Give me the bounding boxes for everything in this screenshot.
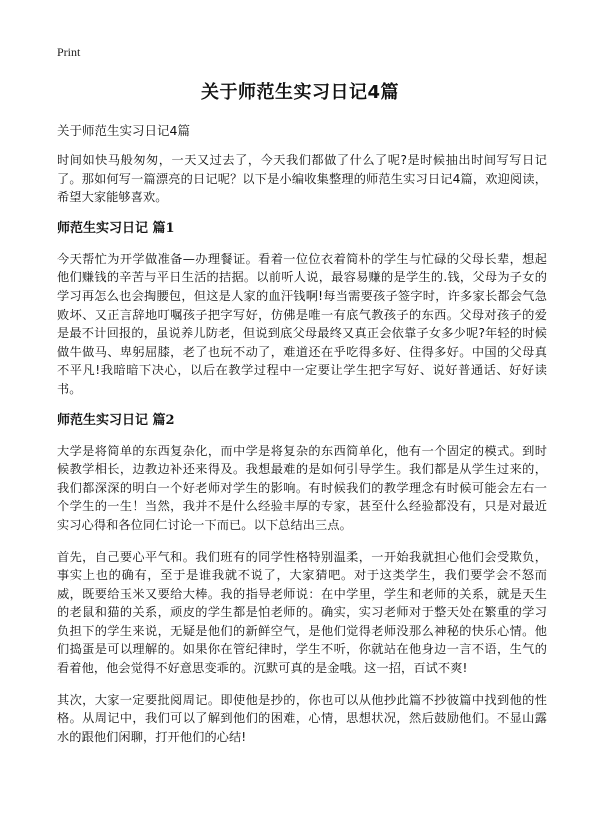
section-2-paragraph-3: 其次，大家一定要批阅周记。即使他是抄的，你也可以从他抄此篇不抄彼篇中找到他的性格。从周记中，我们可以了解到他们的困难，心情，思想状况，然后鼓励他们。不显山露水的跟他们闲聊，打开他们的心结! xyxy=(57,692,547,744)
section-1-paragraph-1: 今天帮忙为开学做准备—办理餐证。看着一位位衣着简朴的学生与忙碌的父母长辈，想起他们赚钱的辛苦与平日生活的拮据。以前听人说，最容易赚的是学生的.钱，父母为子女的学习再怎么也会掏腰包，但这是人家的血汗钱啊!每当需要孩子签字时，许多家长都会气急败坏、又正言辞地叮嘱孩子把字写好，仿佛是唯一有底气教孩子的东西。父母对孩子的爱是最不计回报的，虽说养儿防老，但说到底父母最终又真正会依靠子女多少呢?年轻的时候做牛做马、卑躬屈膝，老了也玩不动了，难道还在乎吃得多好、住得多好。中国的父母真不平凡!我暗暗下决心，以后在教学过程中一定要让学生把字写好、说好普通话、好好读书。 xyxy=(57,251,547,396)
section-2-paragraph-2: 首先，自己要心平气和。我们班有的同学性格特别温柔，一开始我就担心他们会受欺负，事实上也的确有，至于是谁我就不说了，大家猜吧。对于这类学生，我们要学会不怒而威，既要给玉米又要给大棒。我的指导老师说：在中学里，学生和老师的关系，就是天生的老鼠和猫的关系，顽皮的学生都是怕老师的。确实，实习老师对于整天处在繁重的学习负担下的学生来说，无疑是他们的新鲜空气，是他们觉得老师没那么神秘的快乐心情。他们捣蛋是可以理解的。如果你在管纪律时，学生不听，你就站在他身边一言不语，生气的看着他，他会觉得不好意思变乖的。沉默可真的是金哦。这一招，百试不爽! xyxy=(57,549,547,676)
section-2-paragraph-1: 大学是将简单的东西复杂化，而中学是将复杂的东西简单化，他有一个固定的模式。到时候教学相长，边教边补还来得及。我想最难的是如何引导学生。我们都是从学生过来的，我们都深深的明白一个好老师对学生的影响。有时候我们的教学理念有时候可能会左右一个学生的一生！当然，我并不是什么经验丰厚的专家，甚至什么经验都没有，只是对最近实习心得和各位同仁讨论一下而已。以下总结出三点。 xyxy=(57,443,547,532)
section-heading-1: 师范生实习日记 篇1 xyxy=(57,220,175,236)
document-subtitle: 关于师范生实习日记4篇 xyxy=(57,123,190,138)
section-heading-2: 师范生实习日记 篇2 xyxy=(57,412,175,428)
intro-paragraph: 时间如快马般匆匆，一天又过去了，今天我们都做了什么了呢?是时候抽出时间写写日记了。那如何写一篇漂亮的日记呢？以下是小编收集整理的师范生实习日记4篇，欢迎阅读，希望大家能够喜欢。 xyxy=(57,153,547,205)
print-link[interactable]: Print xyxy=(57,45,81,59)
page-title: 关于师范生实习日记4篇 xyxy=(200,82,400,103)
document-body xyxy=(57,122,547,759)
